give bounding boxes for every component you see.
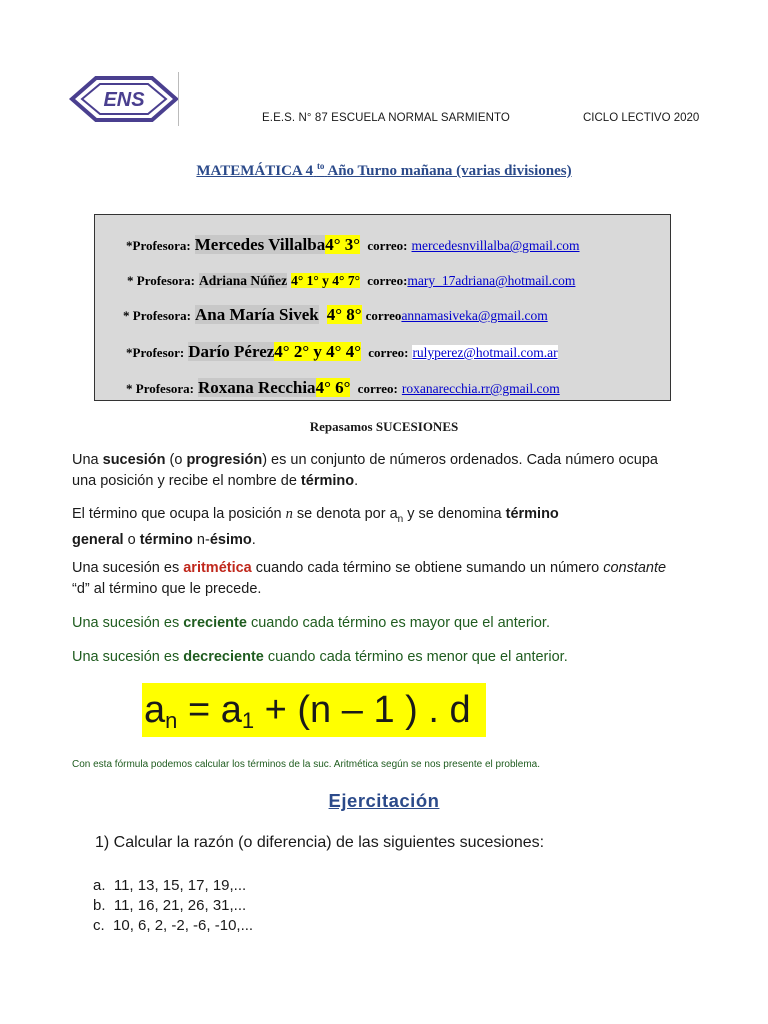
arithmetic-paragraph: Una sucesión es aritmética cuando cada término se obtiene sumando un número constante “d” al término que le precede.: [72, 560, 667, 597]
teacher-row: *Profesor: Darío Pérez4° 2° y 4° 4° correo: rulyperez@hotmail.com.ar: [126, 342, 558, 361]
formula-note: Con esta fórmula podemos calcular los términos de la suc. Aritmética según se nos presente el problema.: [72, 759, 541, 770]
email-link[interactable]: mary_17adriana@hotmail.com: [407, 273, 576, 288]
email-link[interactable]: annamasiveka@gmail.com: [401, 308, 548, 323]
definition-paragraph: Una sucesión (o progresión) es un conjunto de números ordenados. Cada número ocupa una posición y recibe el nombre de término.: [72, 452, 658, 489]
exercise-question: 1) Calcular la razón (o diferencia) de las siguientes sucesiones:: [95, 834, 545, 851]
email-link[interactable]: roxanarecchia.rr@gmail.com: [401, 381, 560, 396]
section-title: Repasamos SUCESIONES: [309, 419, 459, 434]
teachers-box: [94, 214, 671, 401]
email-link[interactable]: mercedesnvillalba@gmail.com: [411, 238, 580, 253]
list-item: a. 11, 13, 15, 17, 19,...: [93, 877, 247, 894]
general-term-paragraph: El término que ocupa la posición n se denota por $a_n$ y se denomina término general o término n-ésimo.: [72, 506, 559, 548]
general-term-formula: $a_n = a_1 + (n - 1$ ) . d: [142, 683, 486, 737]
teacher-row: * Profesora: Adriana Núñez 4° 1° y 4° 7° correo:mary_17adriana@hotmail.com: [127, 273, 576, 288]
teacher-row: * Profesora: Ana María Sivek 4° 8° correoannamasiveka@gmail.com: [123, 305, 548, 324]
decreasing-paragraph: Una sucesión es decreciente cuando cada término es menor que el anterior.: [72, 649, 568, 665]
list-item: c. 10, 6, 2, -2, -6, -10,...: [93, 917, 254, 934]
school-name: E.E.S. N° 87 ESCUELA NORMAL SARMIENTO: [262, 112, 510, 124]
school-logo: [68, 72, 179, 126]
ens-logo-icon: [68, 72, 178, 126]
svg-text:ENS: ENS: [103, 89, 145, 111]
subject-title: MATEMÁTICA 4 $^{to}$ Año Turno mañana (varias divisiones): [196, 161, 572, 179]
school-year: CICLO LECTIVO 2020: [583, 112, 700, 124]
teacher-row: * Profesora: Roxana Recchia4° 6° correo: roxanarecchia.rr@gmail.com: [126, 378, 560, 397]
email-link[interactable]: rulyperez@hotmail.com.ar: [412, 345, 558, 360]
increasing-paragraph: Una sucesión es creciente cuando cada término es mayor que el anterior.: [72, 615, 550, 631]
list-item: b. 11, 16, 21, 26, 31,...: [93, 897, 247, 914]
exercise-title: Ejercitación: [328, 790, 440, 811]
teacher-row: *Profesora: Mercedes Villalba4° 3° correo: mercedesnvillalba@gmail.com: [126, 235, 580, 254]
